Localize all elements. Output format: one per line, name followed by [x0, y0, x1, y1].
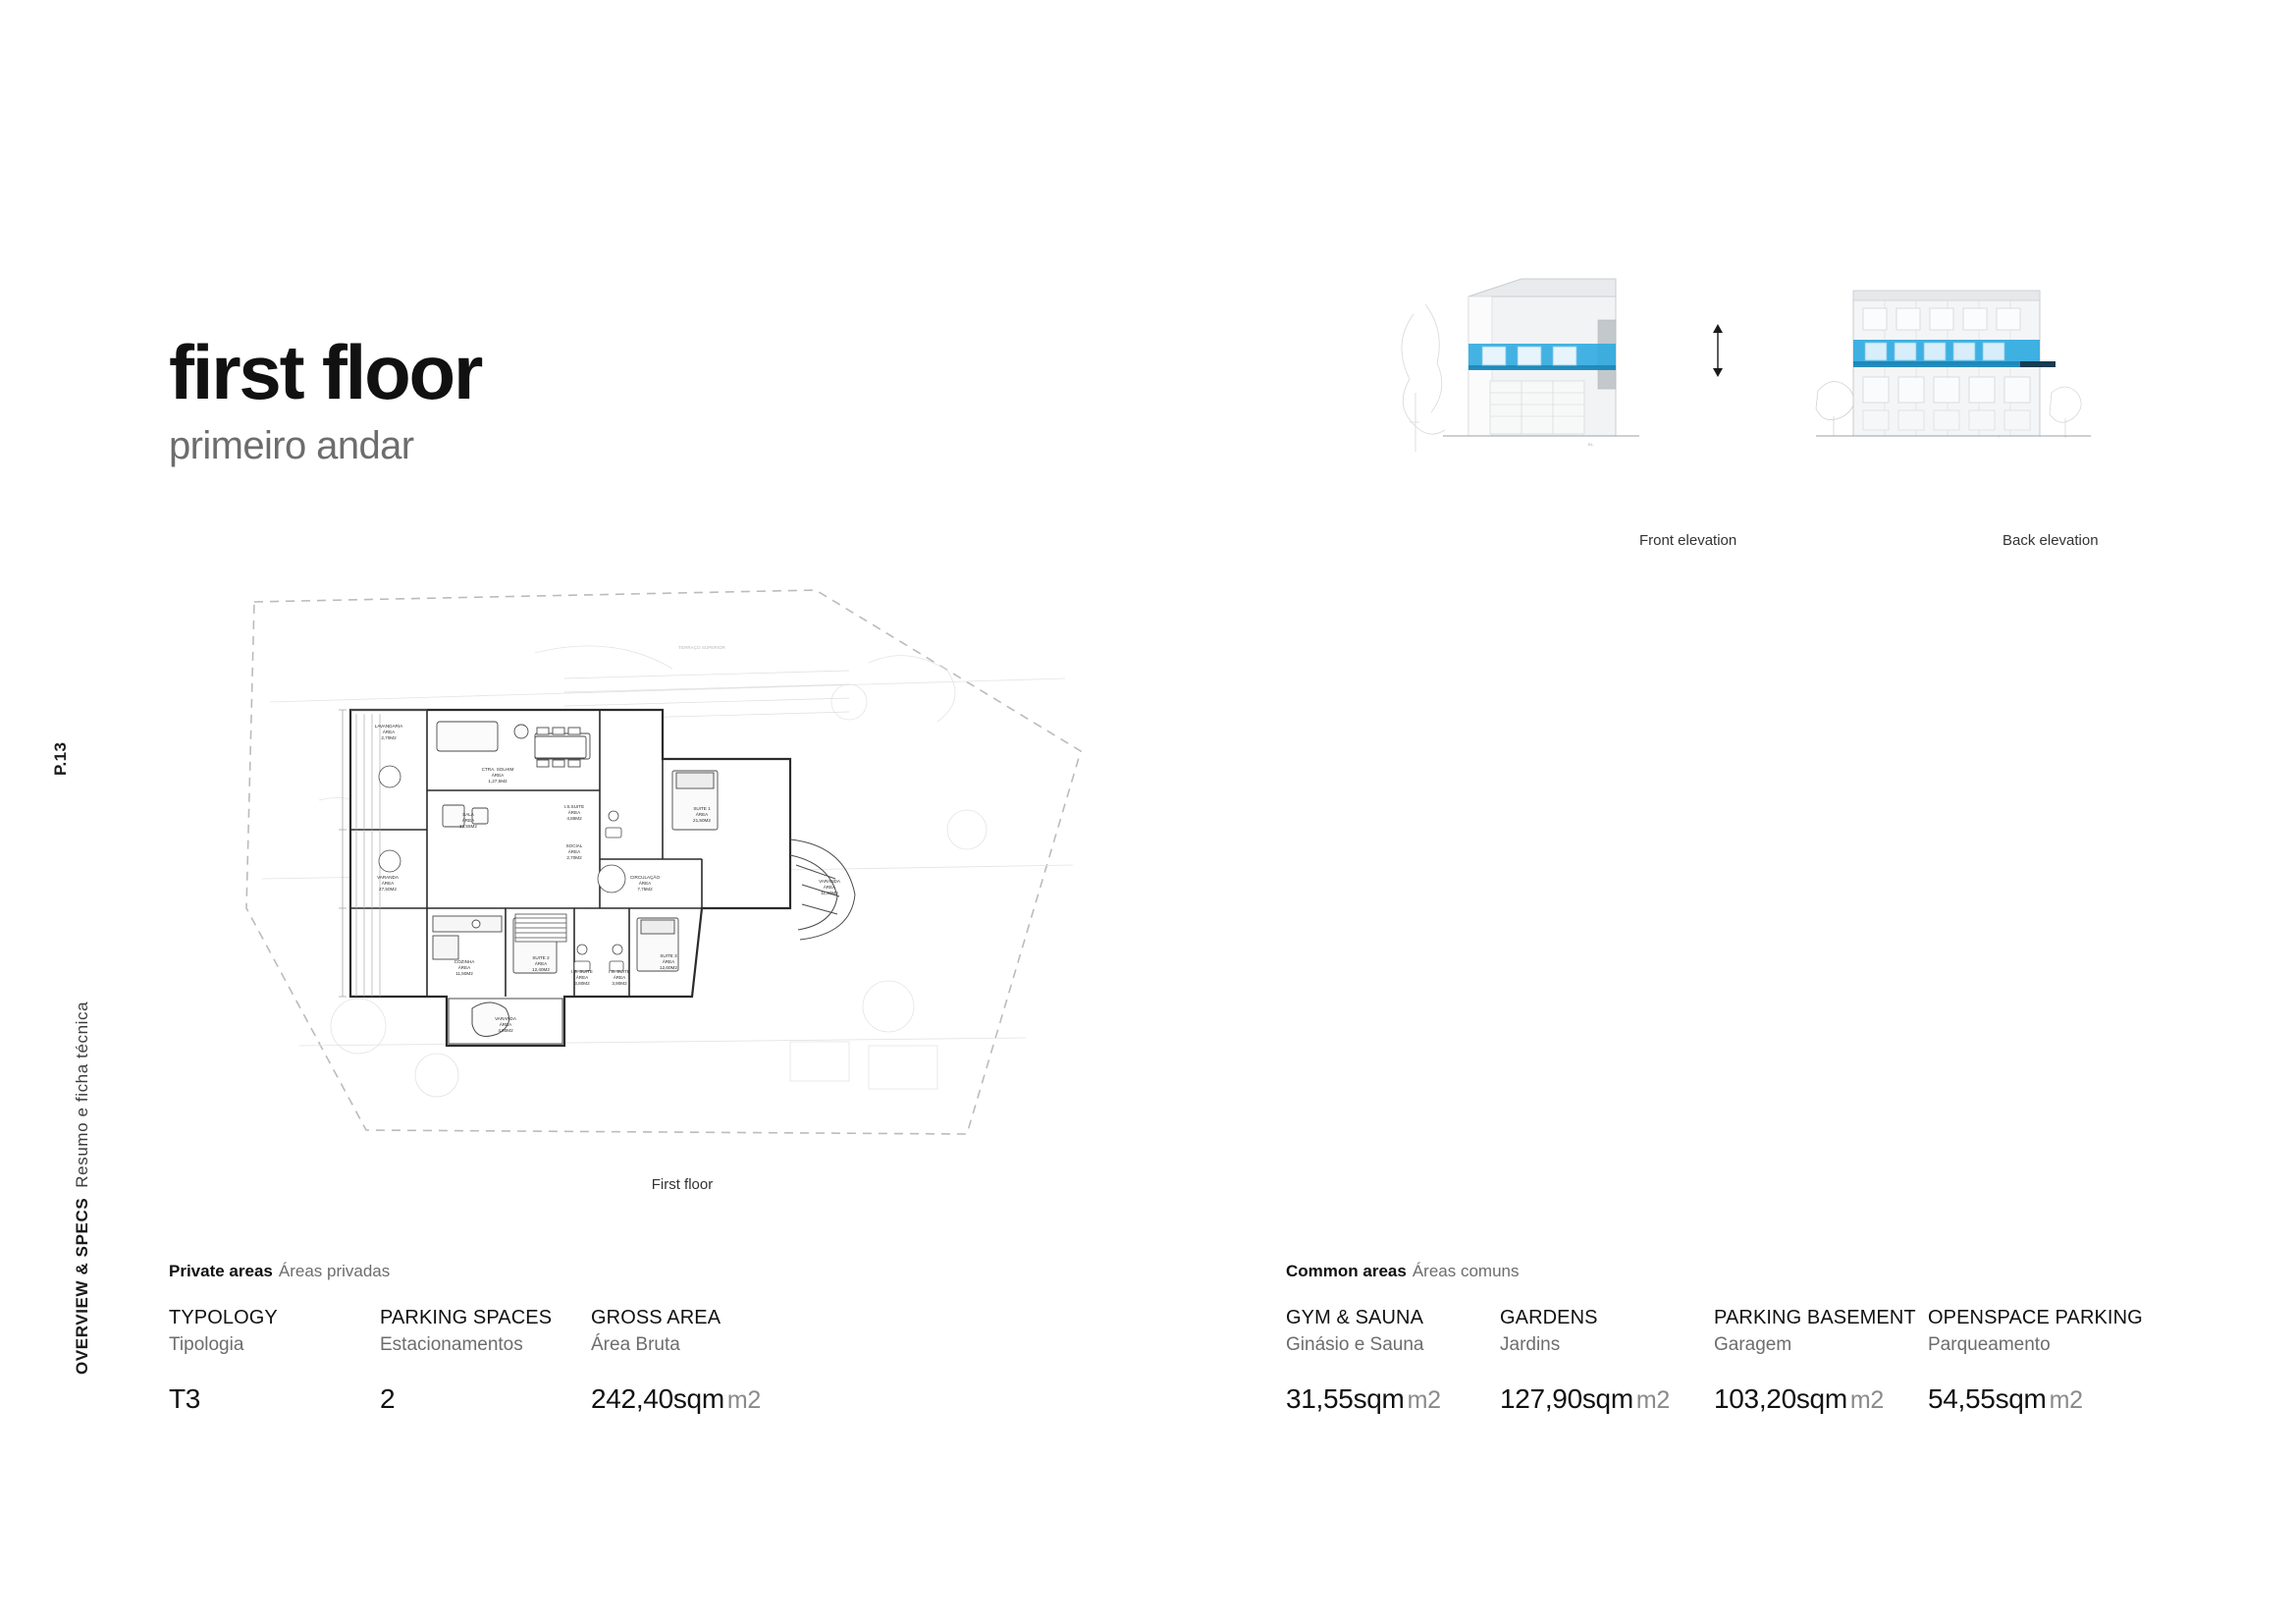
- spec-typology-label: TYPOLOGY: [169, 1307, 278, 1328]
- svg-text:ÁREA: ÁREA: [457, 965, 471, 970]
- svg-text:ÁREA: ÁREA: [638, 881, 652, 886]
- svg-text:ÁREA: ÁREA: [567, 849, 581, 854]
- spec-gardens-label: GARDENS: [1500, 1307, 1598, 1328]
- svg-text:2,70M2: 2,70M2: [566, 855, 582, 860]
- spec-openspace-parking-number: 54,55sqm: [1928, 1383, 2047, 1414]
- svg-text:1,27,5M2: 1,27,5M2: [488, 779, 507, 784]
- floor-plan-figure: [240, 584, 1124, 1173]
- spec-gardens-number: 127,90sqm: [1500, 1383, 1633, 1414]
- spec-gym-sauna-sublabel: Ginásio e Sauna: [1286, 1334, 1424, 1355]
- page-title-block: [169, 329, 482, 468]
- spec-openspace-parking-unit: m2: [2049, 1386, 2083, 1414]
- spec-parking-basement: [1714, 1307, 1928, 1415]
- svg-text:21,50M2: 21,50M2: [693, 818, 711, 823]
- svg-text:SUITE 3: SUITE 3: [660, 953, 677, 958]
- spec-gym-sauna: [1286, 1307, 1500, 1415]
- section-label: [73, 1001, 92, 1375]
- spec-gross-area-unit: m2: [726, 1386, 761, 1414]
- spec-gross-area-sublabel: Área Bruta: [591, 1334, 680, 1355]
- spec-openspace-parking-label: OPENSPACE PARKING: [1928, 1307, 2143, 1328]
- svg-text:VARANDA: VARANDA: [377, 875, 399, 880]
- spec-gardens: [1500, 1307, 1714, 1415]
- spec-gym-sauna-unit: m2: [1407, 1386, 1441, 1414]
- svg-text:SOCIAL: SOCIAL: [565, 843, 583, 848]
- spec-gym-sauna-label: GYM & SAUNA: [1286, 1307, 1424, 1328]
- bottom-balcony: [449, 999, 562, 1044]
- svg-text:ÁREA: ÁREA: [491, 773, 505, 778]
- svg-text:TERRAÇO SUPERIOR: TERRAÇO SUPERIOR: [678, 645, 725, 650]
- svg-text:11,50M2: 11,50M2: [455, 971, 473, 976]
- floor-plan-drawing: [240, 584, 1124, 1173]
- spec-parking-basement-sublabel: Garagem: [1714, 1334, 1792, 1355]
- spec-parking-basement-unit: m2: [1849, 1386, 1884, 1414]
- front-elevation-drawing: [1402, 279, 1639, 452]
- spec-gross-area-value: [591, 1383, 885, 1415]
- svg-text:I.S.SUITE: I.S.SUITE: [563, 804, 585, 809]
- svg-text:ÁREA: ÁREA: [823, 885, 836, 890]
- svg-text:ÁREA: ÁREA: [499, 1022, 512, 1027]
- common-areas-header: [1286, 1262, 2154, 1281]
- private-areas-header-pt: Áreas privadas: [278, 1262, 391, 1280]
- elevations-figure: [1374, 275, 2160, 549]
- svg-text:31,55M2: 31,55M2: [459, 824, 477, 829]
- spec-gym-sauna-number: 31,55sqm: [1286, 1383, 1405, 1414]
- dimension-marks: [339, 710, 347, 997]
- spec-gross-area-label: GROSS AREA: [591, 1307, 721, 1328]
- svg-text:27,50M2: 27,50M2: [379, 887, 397, 892]
- svg-text:ÁREA: ÁREA: [567, 810, 581, 815]
- front-elevation-caption: Front elevation: [1639, 532, 1737, 549]
- svg-text:12,60M2: 12,60M2: [660, 965, 677, 970]
- elevation-captions: [1374, 532, 2160, 552]
- spec-typology-value: [169, 1383, 380, 1415]
- spec-parking-spaces-number: 2: [380, 1383, 396, 1414]
- page-title: first floor: [169, 329, 482, 415]
- curved-balcony: [790, 839, 855, 940]
- side-rail: [51, 0, 90, 1624]
- spec-gardens-sublabel: Jardins: [1500, 1334, 1561, 1355]
- svg-text:ÁREA: ÁREA: [382, 730, 396, 734]
- private-areas-block: [169, 1262, 885, 1415]
- spec-parking-basement-number: 103,20sqm: [1714, 1383, 1847, 1414]
- svg-text:CTRA. SOLHIM: CTRA. SOLHIM: [481, 767, 514, 772]
- common-areas-columns: [1286, 1307, 2154, 1415]
- spec-gross-area-number: 242,40sqm: [591, 1383, 724, 1414]
- svg-text:3,80M2: 3,80M2: [574, 981, 590, 986]
- svg-text:7,75M2: 7,75M2: [637, 887, 653, 892]
- spec-parking-spaces-sublabel: Estacionamentos: [380, 1334, 523, 1355]
- svg-text:4,90M2: 4,90M2: [498, 1028, 513, 1033]
- svg-text:4,86M2: 4,86M2: [566, 816, 582, 821]
- spec-gardens-unit: m2: [1635, 1386, 1670, 1414]
- spec-parking-basement-value: [1714, 1383, 1928, 1415]
- spec-openspace-parking-value: [1928, 1383, 2154, 1415]
- svg-text:ÁREA: ÁREA: [534, 961, 548, 966]
- svg-text:11,90M2: 11,90M2: [821, 891, 838, 895]
- svg-text:LAVANDARIA: LAVANDARIA: [374, 724, 403, 729]
- spec-openspace-parking-sublabel: Parqueamento: [1928, 1334, 2051, 1355]
- svg-text:ÁREA: ÁREA: [695, 812, 709, 817]
- spec-typology: [169, 1307, 380, 1415]
- page-number: P.13: [51, 741, 70, 776]
- svg-text:SALA: SALA: [462, 812, 474, 817]
- spec-parking-spaces-label: PARKING SPACES: [380, 1307, 553, 1328]
- private-areas-columns: [169, 1307, 885, 1415]
- svg-text:ÁREA: ÁREA: [613, 975, 626, 980]
- spec-parking-spaces: [380, 1307, 591, 1415]
- spec-gross-area: [591, 1307, 885, 1415]
- floor-plan-caption: First floor: [651, 1176, 714, 1193]
- spec-gym-sauna-value: [1286, 1383, 1500, 1415]
- svg-text:I.S. SUITE: I.S. SUITE: [609, 969, 630, 974]
- common-areas-header-pt: Áreas comuns: [1412, 1262, 1520, 1280]
- elevations-drawing: [1374, 275, 2160, 530]
- elevation-link-arrow: [1713, 324, 1723, 377]
- svg-text:3,90M2: 3,90M2: [612, 981, 627, 986]
- back-elevation-caption: Back elevation: [2002, 532, 2099, 549]
- common-areas-header-en: Common areas: [1286, 1262, 1407, 1280]
- private-areas-header-en: Private areas: [169, 1262, 273, 1280]
- svg-text:COZINHA: COZINHA: [454, 959, 475, 964]
- svg-text:VARANDA: VARANDA: [495, 1016, 516, 1021]
- svg-text:VARANDA: VARANDA: [819, 879, 840, 884]
- svg-text:EL.: EL.: [1588, 442, 1595, 447]
- svg-text:CIRCULAÇÃO: CIRCULAÇÃO: [629, 875, 661, 880]
- svg-text:ÁREA: ÁREA: [662, 959, 675, 964]
- svg-text:SUITE 2: SUITE 2: [532, 955, 550, 960]
- svg-text:I.S. SUITE: I.S. SUITE: [571, 969, 593, 974]
- page-subtitle: primeiro andar: [169, 424, 414, 467]
- spec-parking-spaces-value: [380, 1383, 591, 1415]
- spec-parking-basement-label: PARKING BASEMENT: [1714, 1307, 1916, 1328]
- svg-text:12,40M2: 12,40M2: [532, 967, 550, 972]
- spec-gardens-value: [1500, 1383, 1714, 1415]
- spec-typology-number: T3: [169, 1383, 201, 1414]
- svg-text:ÁREA: ÁREA: [575, 975, 589, 980]
- svg-text:SUITE 1: SUITE 1: [693, 806, 711, 811]
- back-elevation-drawing: [1816, 291, 2091, 438]
- spec-typology-sublabel: Tipologia: [169, 1334, 244, 1355]
- common-areas-block: [1286, 1262, 2154, 1415]
- svg-text:ÁREA: ÁREA: [381, 881, 395, 886]
- section-title: OVERVIEW & SPECS: [73, 1197, 91, 1375]
- svg-text:2,70M2: 2,70M2: [381, 735, 397, 740]
- private-areas-header: [169, 1262, 885, 1281]
- svg-text:ÁREA: ÁREA: [461, 818, 475, 823]
- section-subtitle: Resumo e ficha técnica: [73, 1001, 91, 1188]
- spec-openspace-parking: [1928, 1307, 2154, 1415]
